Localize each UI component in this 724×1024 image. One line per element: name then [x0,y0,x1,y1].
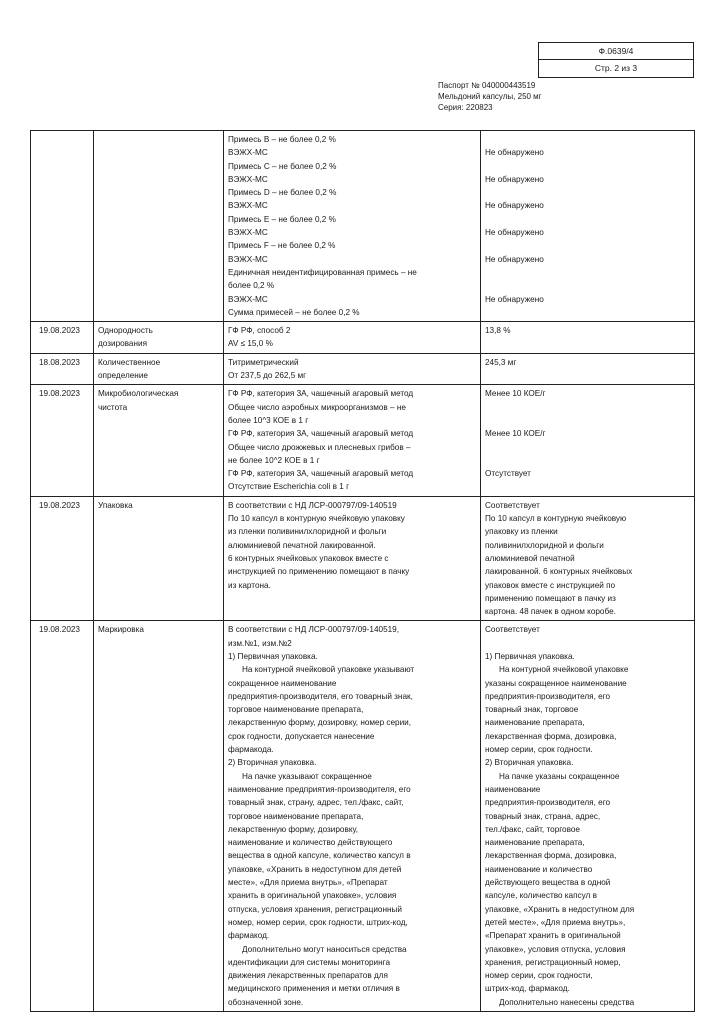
test-requirement-line: обозначенной зоне. [228,997,304,1007]
test-result-line: Соответствует [485,625,540,635]
test-requirement-line: На пачке указывают сокращенное [242,771,372,781]
test-requirement-line: товарный знак, страну, адрес, тел./факс, сайт, [228,798,404,808]
test-result-line: предприятия-производителя, его [485,691,611,701]
test-result-line: товарный знак, страна, адрес, [485,811,601,821]
test-requirement-line: В соответствии с НД ЛСР-000797/09-140519, [228,625,400,635]
test-result-line: Не обнаружено [485,294,544,304]
test-requirement-line: более 0,2 % [228,281,275,291]
test-result-line [485,454,690,467]
test-result-line [485,160,690,173]
test-requirement-line: По 10 капсул в контурную ячейковую упаковку [228,514,405,524]
test-result-line: наименование и количество [485,864,593,874]
product-name: Мельдоний капсулы, 250 мг [438,92,542,101]
test-result [481,496,695,621]
test-result-line: капсуле, количество капсул в [485,891,597,901]
test-result-line: 245,3 мг [485,357,517,367]
test-requirement-line: На контурной ячейковой упаковке указывают [242,665,415,675]
test-requirement-line: изм.№1, изм.№2 [228,638,292,648]
test-name [94,496,224,621]
test-requirement-line: Примесь E – не более 0,2 % [228,214,336,224]
test-result-line: детей месте», «Для приема внутрь», [485,917,626,927]
test-requirement-line: ВЭЖХ-МС [228,228,268,238]
test-requirement-line: Общее число аэробных микроорганизмов – не [228,402,406,412]
test-requirement-line: инструкцией по применению помещают в пачку [228,567,410,577]
test-result-line: Не обнаружено [485,228,544,238]
test-requirement-line: движения лекарственных препаратов для [228,971,388,981]
test-requirement-line: ВЭЖХ-МС [228,148,268,158]
test-result-line: лекарственная форма, дозировка, [485,731,617,741]
test-requirement-line: хранить в оригинальной упаковке», условия [228,891,397,901]
test-result-line [485,306,690,319]
test-result-line: указаны сокращенное наименование [485,678,627,688]
test-requirement-line: От 237,5 до 262,5 мг [228,371,307,381]
test-requirement-line: 6 контурных ячейковых упаковок вместе с [228,553,389,563]
test-result-line: применению помещают в пачку из [485,593,616,603]
table-row [31,322,695,354]
test-result-line: наименование препарата, [485,838,585,848]
test-result-line: алюминиевой печатной [485,553,575,563]
test-requirement-line: ГФ РФ, категория 3А, чашечный агаровый метод [228,469,414,479]
test-result-line: лакированной. 6 контурных ячейковых [485,567,633,577]
test-requirement-line: Отсутствие Escherichia coli в 1 г [228,482,350,492]
test-requirement-line: Общее число дрожжевых и плесневых грибов – [228,442,411,452]
test-result-line: предприятия-производителя, его [485,798,611,808]
test-result-line [485,239,690,252]
test-result-line: На контурной ячейковой упаковке [499,665,629,675]
test-requirement-line: Примесь D – не более 0,2 % [228,188,337,198]
test-requirement [224,385,481,496]
test-requirement-line: фармакод. [228,931,270,941]
test-requirement-line: номер, номер серии, срок годности, штрих-код, [228,917,408,927]
test-requirement-line: Дополнительно могут наноситься средства [242,944,407,954]
passport-number: Паспорт № 040000443519 [438,81,536,90]
test-result-line: По 10 капсул в контурную ячейковую [485,514,627,524]
test-result-line [485,279,690,292]
test-result [481,353,695,385]
test-name-line: чистота [98,402,128,412]
test-requirement [224,322,481,354]
test-requirement-line: медицинского применения и метки отличия в [228,984,400,994]
test-name-line: Упаковка [98,500,133,510]
test-result-line: 1) Первичная упаковка. [485,651,575,661]
test-result [481,322,695,354]
test-name [94,131,224,322]
test-requirement-line: ВЭЖХ-МС [228,254,268,264]
test-requirement-line: сокращенное наименование [228,678,337,688]
passport-header [438,80,542,113]
test-requirement-line: торговое наименование препарата, [228,811,364,821]
test-requirement-line: упаковке, «Хранить в недоступном для детей [228,864,402,874]
test-requirement-line: AV ≤ 15,0 % [228,339,273,349]
test-requirement-line: более 10^3 КОЕ в 1 г [228,415,309,425]
test-requirement-line: Сумма примесей – не более 0,2 % [228,307,360,317]
test-requirement-line: В соответствии с НД ЛСР-000797/09-140519 [228,500,397,510]
form-code: Ф.0639/4 [539,43,693,60]
test-requirement-line: вещества в одной капсуле, количество капсул в [228,851,411,861]
test-result-line: товарный знак, торговое [485,705,579,715]
test-result-line: наименование [485,784,541,794]
test-name [94,353,224,385]
test-result-line: номер серии, срок годности. [485,745,593,755]
test-result-line: Не обнаружено [485,254,544,264]
test-requirement-line: ВЭЖХ-МС [228,201,268,211]
test-result-line: Не обнаружено [485,174,544,184]
table-row [31,353,695,385]
test-requirement-line: не более 10^2 КОЕ в 1 г [228,455,320,465]
test-requirement-line: ГФ РФ, категория 3А, чашечный агаровый метод [228,389,414,399]
test-result-line: упаковок вместе с инструкцией по [485,580,616,590]
test-result-line: тел./факс, сайт, торговое [485,824,580,834]
test-date: 19.08.2023 [31,322,94,354]
test-date [31,131,94,322]
test-result-line: штрих-код, фармакод. [485,984,570,994]
table-row [31,621,695,1012]
test-date: 19.08.2023 [31,496,94,621]
test-requirement-line: алюминиевой печатной лакированной. [228,540,376,550]
test-result-line [485,213,690,226]
test-result-line: действующего вещества в одной [485,878,611,888]
test-result-line: Менее 10 КОЕ/г [485,429,546,439]
test-requirement-line: из пленки поливинилхлоридной и фольги [228,527,387,537]
test-date: 19.08.2023 [31,621,94,1012]
test-result-line: упаковке», условия отпуска, условия [485,944,626,954]
test-requirement-line: лекарственную форму, дозировку, [228,824,359,834]
test-requirement-line: Единичная неидентифицированная примесь – не [228,267,417,277]
test-requirement [224,496,481,621]
test-result-line: Не обнаружено [485,148,544,158]
test-requirement-line: 1) Первичная упаковка. [228,651,318,661]
table-row [31,385,695,496]
series-number: Серия: 220823 [438,103,493,112]
table-row [31,131,695,322]
test-requirement [224,621,481,1012]
test-requirement-line: Примесь B – не более 0,2 % [228,135,336,144]
test-requirement-line: наименование предприятия-производителя, его [228,784,411,794]
test-result-line [485,186,690,199]
test-requirement [224,353,481,385]
page-number: Стр. 2 из 3 [594,63,638,73]
test-requirement-line: Примесь C – не более 0,2 % [228,161,337,171]
test-requirement [224,131,481,322]
test-result-line [485,480,690,493]
test-requirement-line: предприятия-производителя, его товарный знак, [228,691,413,701]
test-requirement-line: Титриметрический [228,357,299,367]
test-name-line: Количественное [98,357,161,367]
test-result-line: Соответствует [485,500,540,510]
test-requirement-line: фармакода. [228,745,274,755]
test-requirement-line: лекарственную форму, дозировку, номер серии, [228,718,412,728]
test-result-line: Дополнительно нанесены средства [499,997,635,1007]
test-name [94,621,224,1012]
test-result-line: Менее 10 КОЕ/г [485,389,546,399]
test-requirement-line: ВЭЖХ-МС [228,294,268,304]
test-requirement-line: Примесь F – не более 0,2 % [228,241,336,251]
test-requirement-line: 2) Вторичная упаковка. [228,758,317,768]
test-name-line: определение [98,371,148,381]
test-result-line [485,441,690,454]
test-result-line: 2) Вторичная упаковка. [485,758,574,768]
test-name [94,385,224,496]
test-result-line: картона. 48 пачек в одном коробе. [485,607,616,617]
form-code-box [538,42,694,78]
test-requirement-line: идентификации для системы мониторинга [228,957,391,967]
test-result [481,621,695,1012]
test-name [94,322,224,354]
test-result-line: Не обнаружено [485,201,544,211]
test-result-line: «Препарат хранить в оригинальной [485,931,621,941]
test-result-line: упаковке, «Хранить в недоступном для [485,904,635,914]
test-result [481,131,695,322]
test-requirement-line: ГФ РФ, способ 2 [228,326,291,336]
test-result-line: 13,8 % [485,326,511,336]
test-requirement-line: месте», «Для приема внутрь», «Препарат [228,878,388,888]
test-requirement-line: срок годности, допускается нанесение [228,731,375,741]
test-result-line: Отсутствует [485,469,531,479]
test-results-table [30,130,695,1012]
test-result-line: упаковку из пленки [485,527,558,537]
test-name-line: Микробиологическая [98,389,179,399]
test-result-line [485,133,690,146]
test-requirement-line: ГФ РФ, категория 3А, чашечный агаровый метод [228,429,414,439]
test-result-line [485,414,690,427]
test-result [481,385,695,496]
test-result-line: лекарственная форма, дозировка, [485,851,617,861]
test-result-line: хранения, регистрационный номер, [485,957,621,967]
test-date: 18.08.2023 [31,353,94,385]
test-result-line: поливинилхлоридной и фольги [485,540,604,550]
test-result-line: номер серии, срок годности, [485,971,593,981]
test-requirement-line: торговое наименование препарата, [228,705,364,715]
test-result-line [485,401,690,414]
test-result-line [485,637,690,650]
test-requirement-line: наименование и количество действующего [228,838,393,848]
test-name-line: дозирования [98,339,148,349]
test-name-line: Однородность [98,326,153,336]
test-result-line: На пачке указаны сокращенное [499,771,620,781]
test-requirement-line: ВЭЖХ-МС [228,174,268,184]
test-name-line: Маркировка [98,625,144,635]
test-result-line: наименование препарата, [485,718,585,728]
test-requirement-line: отпуска, условия хранения, регистрационный [228,904,402,914]
table-row [31,496,695,621]
test-result-line [485,266,690,279]
test-requirement-line: из картона. [228,580,271,590]
test-date: 19.08.2023 [31,385,94,496]
